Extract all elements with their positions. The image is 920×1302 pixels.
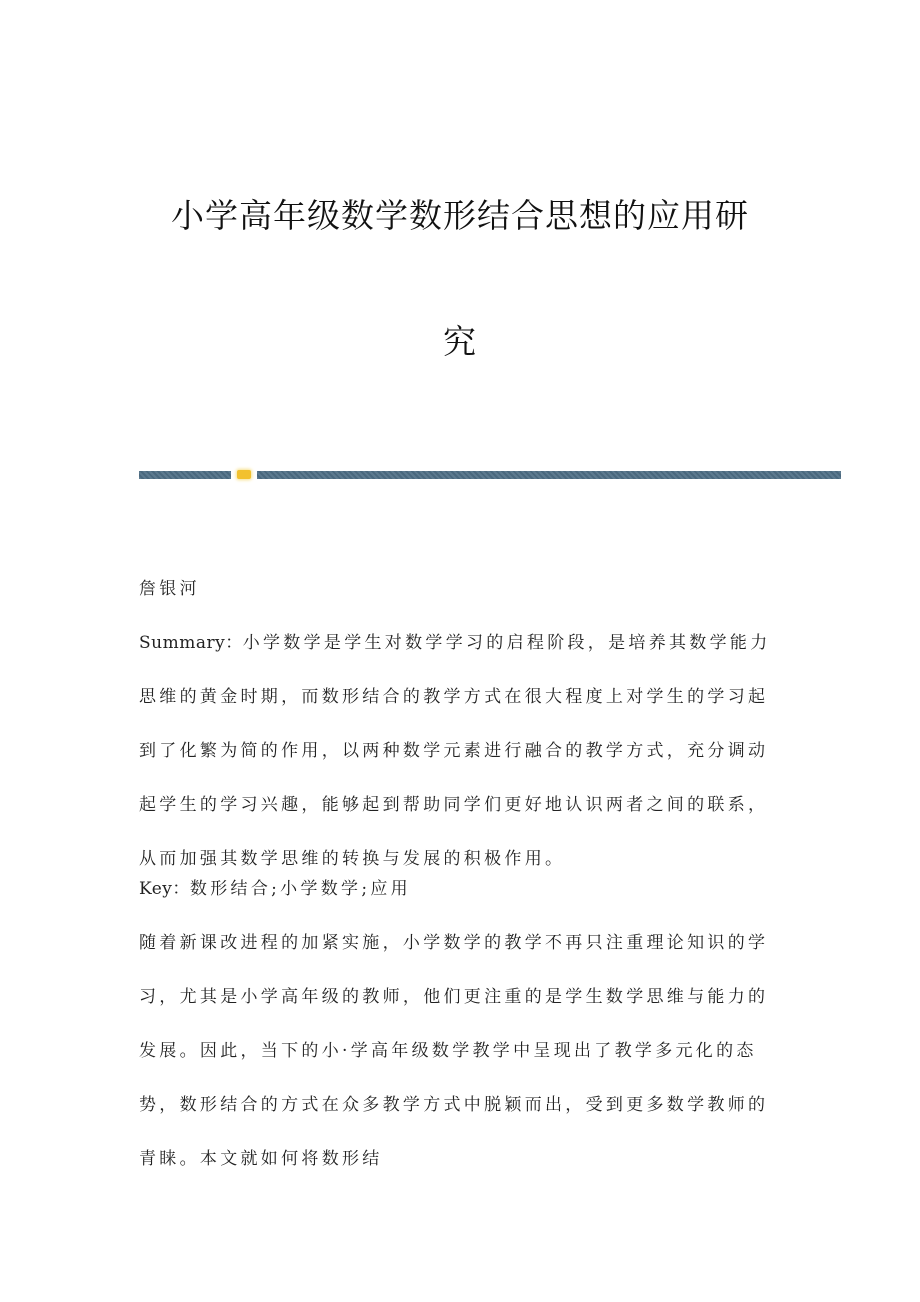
divider-ornament-icon xyxy=(237,470,251,479)
summary-label: Summary： xyxy=(139,633,243,653)
title-divider xyxy=(139,470,841,479)
document-title-continued: 究 xyxy=(443,322,477,361)
summary-text: 小学数学是学生对数学学习的启程阶段，是培养其数学能力思维的黄金时期，而数形结合的教学方式在很大程度上对学生的学习起到了化繁为简的作用，以两种数学元素进行融合的教学方式，充分调动起学生的学习兴趣，能够起到帮助同学们更好地认识两者之间的联系，从而加强其数学思维的转换与发展的积极作用。 xyxy=(139,633,771,869)
author-name: 詹银河 xyxy=(139,579,200,599)
divider-bar-left xyxy=(139,471,231,479)
keywords-paragraph xyxy=(139,862,779,916)
summary-paragraph xyxy=(139,616,779,886)
keywords-label: Key： xyxy=(139,879,190,899)
keywords-text: 数形结合;小学数学;应用 xyxy=(189,879,411,899)
body-paragraph: 随着新课改进程的加紧实施，小学数学的教学不再只注重理论知识的学习，尤其是小学高年级的教师，他们更注重的是学生数学思维与能力的发展。因此，当下的小·学高年级数学教学中呈现出了教学多元化的态势，数形结合的方式在众多教学方式中脱颖而出，受到更多数学教师的青睐。本文就如何将数形结 xyxy=(139,933,769,1169)
document-title: 小学高年级数学数形结合思想的应用研 xyxy=(171,196,749,235)
divider-bar-right xyxy=(257,471,841,479)
